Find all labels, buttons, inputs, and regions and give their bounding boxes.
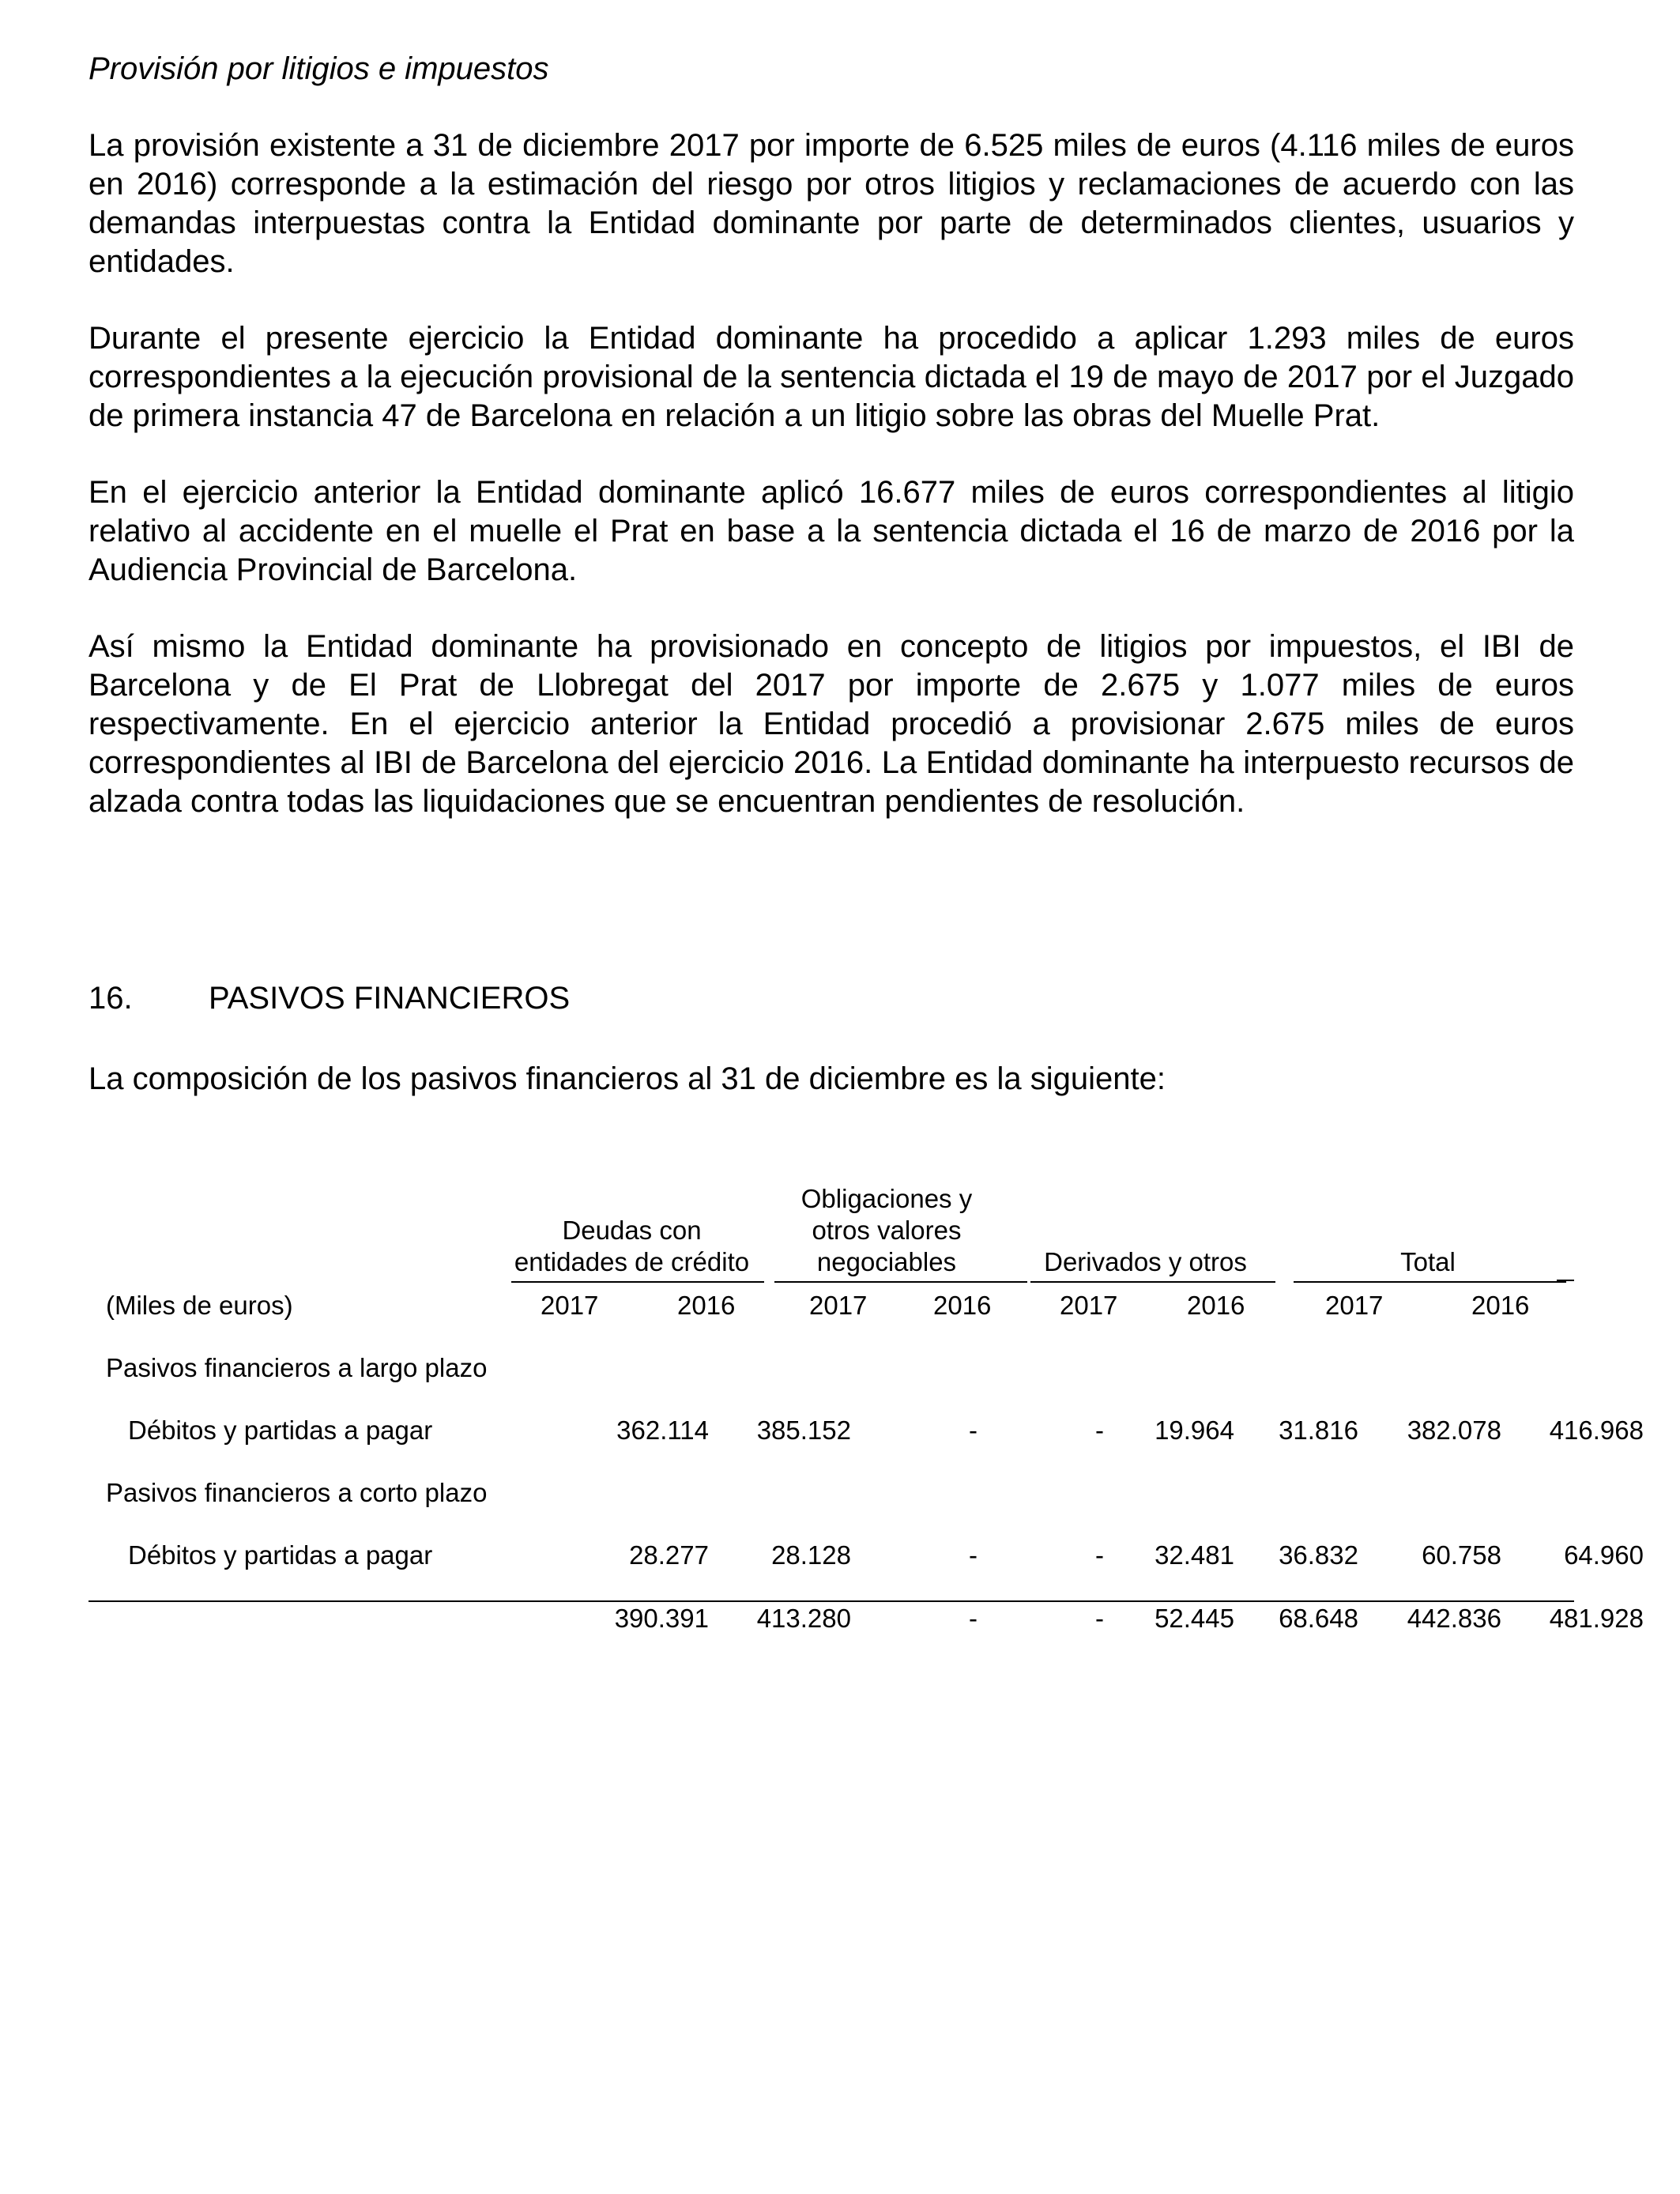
paragraph-1: La provisión existente a 31 de diciembre 2017 por importe de 6.525 miles de euros (4.116 miles de euros en 2016) corresponde a la estimación del riesgo por otros litigios y reclamaciones de acuerdo con las demandas interpuestas contra la Entidad dominante por parte de determinados clientes, usuarios y entidades. <box>89 128 1574 279</box>
group-header-line: entidades de crédito <box>514 1247 750 1276</box>
cell-value: 416.968 <box>1549 1416 1644 1445</box>
year-header: 2016 <box>1187 1291 1245 1320</box>
group-header-line: negociables <box>816 1247 957 1276</box>
cell-value: 362.114 <box>616 1416 709 1445</box>
group-header-total <box>1294 1246 1562 1278</box>
year-header: 2017 <box>1060 1291 1118 1320</box>
group-header-line: Derivados y otros <box>1044 1247 1247 1276</box>
total-value: 481.928 <box>1549 1604 1644 1633</box>
group-underline <box>511 1281 764 1283</box>
document-page <box>89 49 1644 1633</box>
row-label-section: Pasivos financieros a largo plazo <box>106 1353 488 1382</box>
cell-value: - <box>1095 1416 1104 1445</box>
group-header-line: Obligaciones y <box>800 1184 973 1213</box>
cell-value: 60.758 <box>1422 1540 1501 1570</box>
group-header-derivados <box>1025 1246 1266 1278</box>
section-intro: La composición de los pasivos financieros al 31 de diciembre es la siguiente: <box>89 1061 1166 1096</box>
cell-value: - <box>969 1416 977 1445</box>
cell-value: 31.816 <box>1279 1416 1358 1445</box>
year-header: 2017 <box>1325 1291 1384 1320</box>
year-header: 2016 <box>933 1291 992 1320</box>
total-value: - <box>1095 1604 1104 1633</box>
section-title-text: PASIVOS FINANCIEROS <box>209 981 571 1016</box>
group-header-line: Deudas con <box>562 1216 702 1245</box>
cell-value: 28.277 <box>629 1540 709 1570</box>
total-value: 68.648 <box>1279 1604 1358 1633</box>
cell-value: 382.078 <box>1407 1416 1501 1445</box>
group-underline <box>1294 1281 1566 1283</box>
group-underline <box>1557 1280 1574 1281</box>
row-label-section: Pasivos financieros a corto plazo <box>106 1478 488 1507</box>
total-value: - <box>969 1604 977 1633</box>
year-header: 2017 <box>809 1291 868 1320</box>
total-value: 52.445 <box>1155 1604 1234 1633</box>
year-header: 2016 <box>677 1291 736 1320</box>
subheading: Provisión por litigios e impuestos <box>89 51 549 86</box>
year-header: 2016 <box>1471 1291 1530 1320</box>
paragraph-2: Durante el presente ejercicio la Entidad dominante ha procedido a aplicar 1.293 miles de euros correspondientes a la ejecución provisional de la sentencia dictada el 19 de mayo de 2017 por el Juzgado de primera instancia 47 de Barcelona en relación a un litigio sobre las obras del Muelle Prat. <box>89 321 1574 433</box>
total-value: 390.391 <box>614 1604 709 1633</box>
cell-value: - <box>1095 1540 1104 1570</box>
total-value: 442.836 <box>1407 1604 1501 1633</box>
paragraph-3: En el ejercicio anterior la Entidad dominante aplicó 16.677 miles de euros correspondientes al litigio relativo al accidente en el muelle el Prat en base a la sentencia dictada el 16 de marzo de 2016 por la Audiencia Provincial de Barcelona. <box>89 475 1574 587</box>
group-underline <box>1030 1281 1275 1283</box>
cell-value: 36.832 <box>1279 1540 1358 1570</box>
group-underline <box>774 1281 1027 1283</box>
year-header: 2017 <box>541 1291 599 1320</box>
group-header-line: otros valores <box>812 1216 962 1245</box>
paragraph-4: Así mismo la Entidad dominante ha provisionado en concepto de litigios por impuestos, el IBI de Barcelona y de El Prat de Llobregat del 2017 por importe de 2.675 y 1.077 miles de euros respectivamente. En el ejercicio anterior la Entidad procedió a provisionar 2.675 miles de euros correspondientes al IBI de Barcelona del ejercicio 2016. La Entidad dominante ha interpuesto recursos de alzada contra todas las liquidaciones que se encuentran pendientes de resolución. <box>89 629 1574 819</box>
group-header-obligaciones <box>768 1183 1005 1278</box>
cell-value: - <box>969 1540 977 1570</box>
cell-value: 19.964 <box>1155 1416 1234 1445</box>
cell-value: 28.128 <box>771 1540 851 1570</box>
total-rule <box>89 1600 1574 1602</box>
section-title <box>89 978 570 1018</box>
row-label: Débitos y partidas a pagar <box>128 1540 433 1570</box>
cell-value: 64.960 <box>1564 1540 1644 1570</box>
group-header-line: Total <box>1400 1247 1456 1276</box>
group-header-deudas <box>507 1215 756 1278</box>
row-label: Débitos y partidas a pagar <box>128 1416 433 1445</box>
cell-value: 32.481 <box>1155 1540 1234 1570</box>
section-number: 16. <box>89 981 133 1016</box>
units-label: (Miles de euros) <box>106 1291 293 1320</box>
total-value: 413.280 <box>756 1604 851 1633</box>
cell-value: 385.152 <box>756 1416 851 1445</box>
